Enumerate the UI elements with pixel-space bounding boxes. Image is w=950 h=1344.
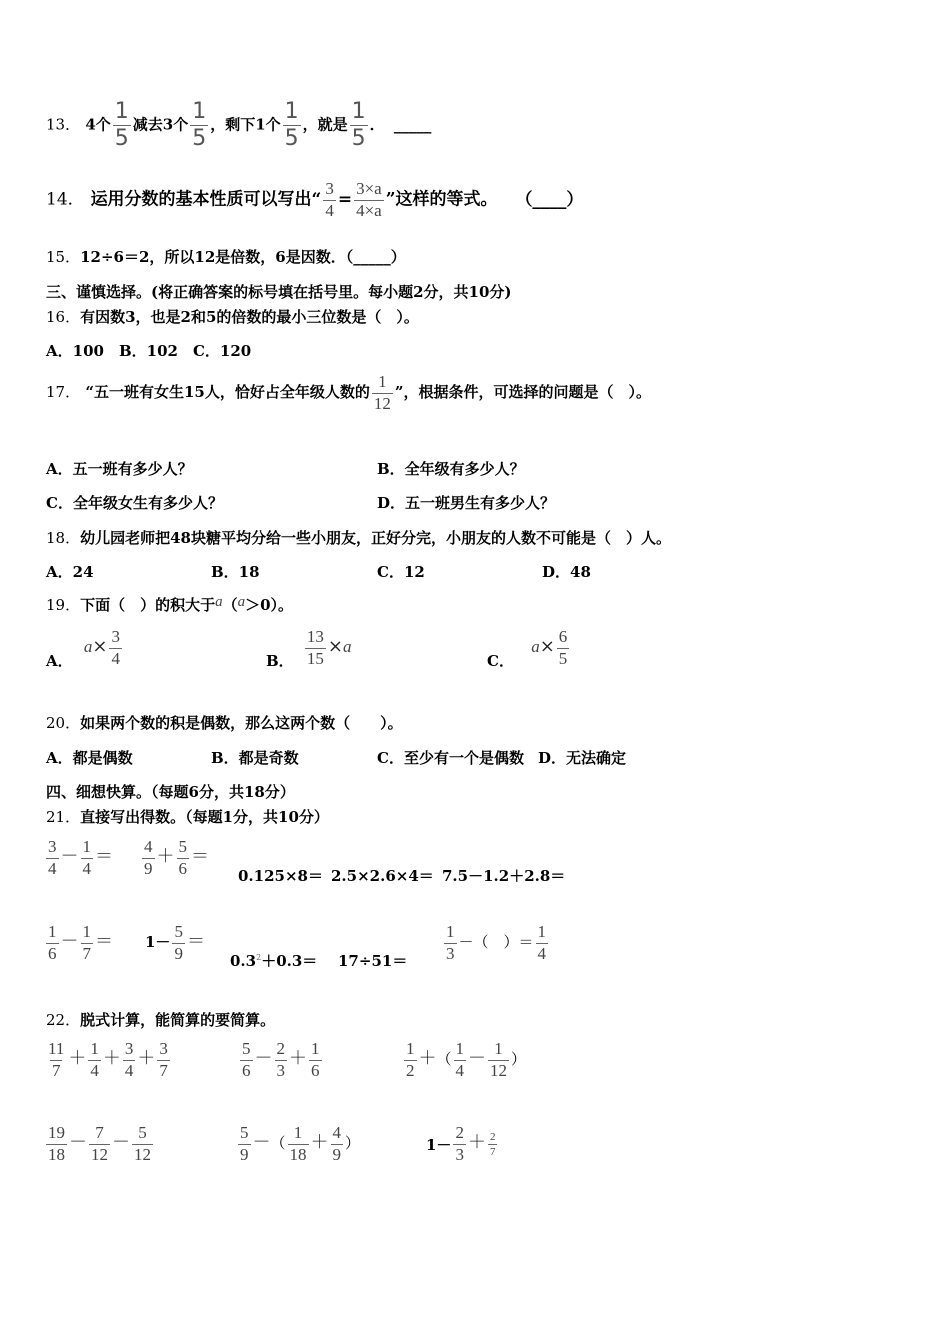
text: 运用分数的基本性质可以写出“	[90, 189, 322, 210]
fraction: $\frac{1}{5}$	[192, 99, 207, 152]
expression-5: 7.5－1.2＋2.8＝	[442, 867, 566, 885]
question-21	[46, 806, 329, 827]
text: ＞0）。	[245, 596, 294, 614]
option-d[interactable]: D．48	[542, 563, 591, 581]
expression-4: 2.5×2.6×4＝	[331, 867, 434, 885]
expression-2: $\frac{4}{9}$ ＋ $\frac{5}{6}$ ＝	[144, 837, 209, 878]
question-number: 18．	[46, 529, 81, 547]
text: 下面（ ）的积大于	[80, 596, 216, 614]
expression-6: $\frac{1}{6}$ － $\frac{1}{7}$ ＝	[48, 922, 113, 963]
equals-sign: =	[337, 189, 353, 210]
text: ”这样的等式。	[385, 189, 498, 210]
option-b[interactable]: B．都是奇数	[211, 749, 299, 767]
question-22	[46, 1009, 275, 1030]
expression-1: $\frac{3}{4}$ － $\frac{1}{4}$ ＝	[48, 837, 113, 878]
text: ，就是	[302, 115, 348, 134]
question-19	[46, 594, 293, 615]
question-text: 脱式计算，能简算的要简算。	[80, 1011, 276, 1029]
expression-9: 17÷51＝	[338, 952, 408, 970]
expression-8: $0.3^2+0.3=$	[230, 952, 318, 970]
question-number: 20．	[46, 714, 81, 732]
question-13	[46, 100, 431, 151]
answer-blank[interactable]: _____	[393, 115, 432, 134]
fraction: $\frac{1}{12}$	[373, 372, 391, 413]
text: 减去3个	[132, 115, 189, 134]
section-3-title: 三、谨慎选择。(将正确答案的标号填在括号里。每小题2分，共10分)	[46, 283, 512, 301]
text: （	[222, 596, 238, 614]
variable-a: a	[237, 594, 246, 610]
calc-5: $\frac{5}{9}$ －（ $\frac{1}{18}$ ＋ $\frac{4}{9}$ ）	[240, 1123, 361, 1164]
calc-2: $\frac{5}{6}$ － $\frac{2}{3}$ ＋ $\frac{1}{6}$	[242, 1039, 320, 1080]
question-text: 有因数3，也是2和5的倍数的最小三位数是（ ）。	[80, 308, 419, 326]
section-4-title: 四、细想快算。（每题6分，共18分）	[46, 783, 295, 801]
option-d[interactable]: D．无法确定	[538, 749, 627, 767]
option-c[interactable]: C． a× $\frac{6}{5}$	[487, 627, 568, 671]
fraction: $\frac{13}{15}$	[306, 627, 324, 668]
expression-3: 0.125×8＝	[238, 867, 323, 885]
question-text: 幼儿园老师把48块糖平均分给一些小朋友，正好分完，小朋友的人数不可能是（ ）人。	[80, 529, 671, 547]
question-15	[46, 246, 406, 267]
fraction: $\frac{3}{4}$	[325, 179, 334, 220]
answer-blank[interactable]: （____）	[515, 189, 584, 210]
question-17	[46, 373, 651, 413]
question-20	[46, 712, 403, 733]
option-a[interactable]: A． a× $\frac{3}{4}$	[46, 627, 120, 671]
fraction: $\frac{1}{5}$	[284, 99, 299, 152]
text: ，剩下1个	[210, 115, 281, 134]
option-d[interactable]: D．五一班男生有多少人？	[377, 494, 556, 512]
text: 4个	[85, 115, 111, 134]
fraction: $\frac{1}{5}$	[114, 99, 129, 152]
question-number: 17．	[46, 383, 81, 402]
option-c[interactable]: C．至少有一个是偶数	[377, 749, 524, 767]
fraction: $\frac{1}{5}$	[351, 99, 366, 152]
expression-7: 1－ $\frac{5}{9}$ ＝	[145, 922, 205, 963]
calc-3: $\frac{1}{2}$ ＋（ $\frac{1}{4}$ － $\frac{1}{12}$ ）	[406, 1039, 527, 1080]
option-c[interactable]: C．12	[377, 563, 425, 581]
option-c[interactable]: C．全年级女生有多少人？	[46, 494, 223, 512]
fraction: $\frac{6}{5}$	[558, 627, 568, 668]
calc-4: $\frac{19}{18}$ － $\frac{7}{12}$ － $\frac{5}{12}$	[48, 1123, 151, 1164]
option-b[interactable]: B．18	[211, 563, 260, 581]
option-b[interactable]: B．全年级有多少人？	[377, 460, 525, 478]
text: ”，根据条件，可选择的问题是（ ）。	[394, 383, 651, 402]
question-number: 14．	[46, 189, 85, 210]
option-a[interactable]: A．五一班有多少人？	[46, 460, 193, 478]
calc-6: 1－ $\frac{2}{3}$ ＋ $\frac{2}{7}$	[426, 1123, 496, 1164]
question-number: 13．	[46, 115, 81, 134]
question-number: 16．	[46, 308, 81, 326]
fraction: $\frac{3\times a}{4\times a}$	[356, 179, 382, 220]
question-14	[46, 180, 583, 220]
option-a[interactable]: A．都是偶数	[46, 749, 133, 767]
question-number: 22．	[46, 1011, 81, 1029]
question-16	[46, 306, 419, 327]
text: “五一班有女生15人，恰好占全年级人数的	[85, 383, 370, 402]
question-text: 12÷6＝2，所以12是倍数，6是因数．（_____）	[80, 248, 406, 266]
question-text: 如果两个数的积是偶数，那么这两个数（ ）。	[80, 714, 403, 732]
question-16-options[interactable]: A．100 B．102 C．120	[46, 342, 252, 360]
option-b[interactable]: B． $\frac{13}{15}$ ×a	[266, 627, 352, 671]
option-a[interactable]: A．24	[46, 563, 94, 581]
question-18	[46, 527, 671, 548]
text: ．	[369, 115, 385, 134]
question-number: 19．	[46, 596, 81, 614]
question-text: 直接写出得数。（每题1分，共10分）	[80, 808, 329, 826]
variable-a: a	[215, 594, 223, 610]
expression-10: $\frac{1}{3}$ －（ ）＝ $\frac{1}{4}$	[446, 922, 547, 963]
question-number: 21．	[46, 808, 81, 826]
question-number: 15．	[46, 248, 81, 266]
fraction: $\frac{3}{4}$	[111, 627, 120, 668]
calc-1: $\frac{11}{7}$ ＋ $\frac{1}{4}$ ＋ $\frac{3}{4}$ ＋ $\frac{3}{7}$	[48, 1039, 168, 1080]
